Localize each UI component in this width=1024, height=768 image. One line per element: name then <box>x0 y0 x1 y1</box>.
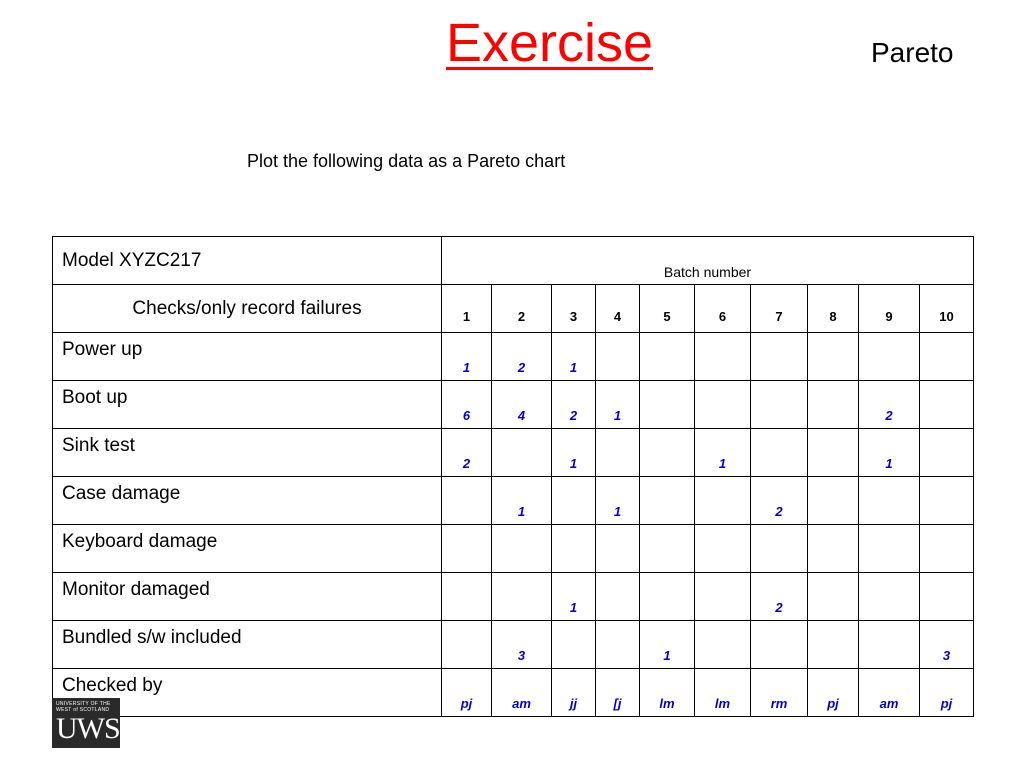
table-cell: 4 <box>492 381 552 429</box>
table-cell <box>808 573 859 621</box>
table-cell <box>751 621 808 669</box>
table-cell <box>695 333 751 381</box>
table-cell: pj <box>920 669 974 717</box>
table-cell: rm <box>751 669 808 717</box>
table-cell: 1 <box>552 429 596 477</box>
table-cell: [j <box>596 669 640 717</box>
table-cell <box>751 333 808 381</box>
table-cell: 2 <box>442 429 492 477</box>
table-cell: lm <box>640 669 695 717</box>
table-cell: lm <box>695 669 751 717</box>
table-cell <box>859 477 920 525</box>
table-cell: 3 <box>492 621 552 669</box>
table-cell <box>808 621 859 669</box>
table-row <box>53 381 974 429</box>
batch-number-header: Batch number <box>442 237 974 285</box>
table-cell <box>640 525 695 573</box>
table-cell: 1 <box>492 477 552 525</box>
table-row <box>53 573 974 621</box>
checks-label: Checks/only record failures <box>53 285 442 333</box>
table-cell: pj <box>808 669 859 717</box>
row-label: Power up <box>53 333 442 381</box>
table-cell <box>552 621 596 669</box>
table-cell <box>640 429 695 477</box>
table-row <box>53 621 974 669</box>
table-row <box>53 669 974 717</box>
row-label: Case damage <box>53 477 442 525</box>
table-cell <box>492 525 552 573</box>
table-cell: 3 <box>920 621 974 669</box>
table-cell <box>492 573 552 621</box>
table-cell <box>808 333 859 381</box>
table-cell <box>695 381 751 429</box>
uws-logo <box>52 698 120 748</box>
table-cell: 1 <box>859 429 920 477</box>
table-cell <box>442 573 492 621</box>
table-body <box>53 237 974 717</box>
model-label: Model XYZC217 <box>53 237 442 285</box>
table-cell: jj <box>552 669 596 717</box>
batch-number-cell: 9 <box>859 285 920 333</box>
table-row <box>53 429 974 477</box>
table-cell: am <box>492 669 552 717</box>
table-row <box>53 333 974 381</box>
batch-number-cell: 3 <box>552 285 596 333</box>
topic-label: Pareto <box>871 37 954 68</box>
table-row <box>53 477 974 525</box>
table-cell <box>596 621 640 669</box>
table-cell <box>596 429 640 477</box>
batch-number-cell: 7 <box>751 285 808 333</box>
row-label: Keyboard damage <box>53 525 442 573</box>
table-cell: 1 <box>596 381 640 429</box>
table-cell <box>552 525 596 573</box>
table-cell: 1 <box>552 573 596 621</box>
table-cell <box>920 333 974 381</box>
table-cell <box>640 381 695 429</box>
table-cell: 2 <box>552 381 596 429</box>
table-cell <box>808 525 859 573</box>
batch-number-cell: 2 <box>492 285 552 333</box>
row-label: Monitor damaged <box>53 573 442 621</box>
inspection-table <box>52 236 974 717</box>
batch-number-cell: 5 <box>640 285 695 333</box>
table-cell <box>808 381 859 429</box>
table-cell <box>695 573 751 621</box>
row-label: Checked by <box>53 669 442 717</box>
table-cell <box>492 429 552 477</box>
table-cell <box>640 477 695 525</box>
table-cell <box>859 525 920 573</box>
table-cell <box>596 333 640 381</box>
table-cell <box>808 429 859 477</box>
batch-number-cell: 1 <box>442 285 492 333</box>
table-cell: 1 <box>695 429 751 477</box>
instruction-text: Plot the following data as a Pareto chart <box>247 151 566 171</box>
row-label: Bundled s/w included <box>53 621 442 669</box>
row-label: Sink test <box>53 429 442 477</box>
batch-number-cell: 6 <box>695 285 751 333</box>
row-label: Boot up <box>53 381 442 429</box>
model-row <box>53 237 974 285</box>
batch-number-cell: 4 <box>596 285 640 333</box>
page-title: Exercise <box>446 13 654 73</box>
table-cell: 1 <box>640 621 695 669</box>
table-cell <box>920 429 974 477</box>
table-cell: pj <box>442 669 492 717</box>
table-cell <box>695 477 751 525</box>
table-cell <box>640 333 695 381</box>
table-cell: 1 <box>596 477 640 525</box>
table-cell <box>808 477 859 525</box>
batch-number-cell: 8 <box>808 285 859 333</box>
table-cell <box>640 573 695 621</box>
table-cell <box>920 573 974 621</box>
table-cell: 2 <box>751 477 808 525</box>
table-cell <box>859 333 920 381</box>
table-cell <box>442 621 492 669</box>
table-cell <box>695 621 751 669</box>
table-cell <box>596 573 640 621</box>
logo-big-text: UWS <box>56 712 120 745</box>
table-cell: 2 <box>492 333 552 381</box>
table-cell: 6 <box>442 381 492 429</box>
table-cell <box>751 525 808 573</box>
table-cell <box>751 381 808 429</box>
table-cell <box>442 525 492 573</box>
batch-number-cell: 10 <box>920 285 974 333</box>
table-cell: 1 <box>552 333 596 381</box>
table-cell <box>442 477 492 525</box>
table-cell: 2 <box>751 573 808 621</box>
table-cell <box>596 525 640 573</box>
table-cell: am <box>859 669 920 717</box>
checks-header-row <box>53 285 974 333</box>
table-cell <box>920 477 974 525</box>
table-cell <box>920 381 974 429</box>
table-cell <box>920 525 974 573</box>
table-cell <box>859 621 920 669</box>
table-cell <box>859 573 920 621</box>
table-cell: 2 <box>859 381 920 429</box>
table-cell <box>552 477 596 525</box>
table-cell: 1 <box>442 333 492 381</box>
table-cell <box>695 525 751 573</box>
table-row <box>53 525 974 573</box>
table-cell <box>751 429 808 477</box>
logo-small-text: UNIVERSITY OF THE WEST of SCOTLAND <box>56 701 111 713</box>
